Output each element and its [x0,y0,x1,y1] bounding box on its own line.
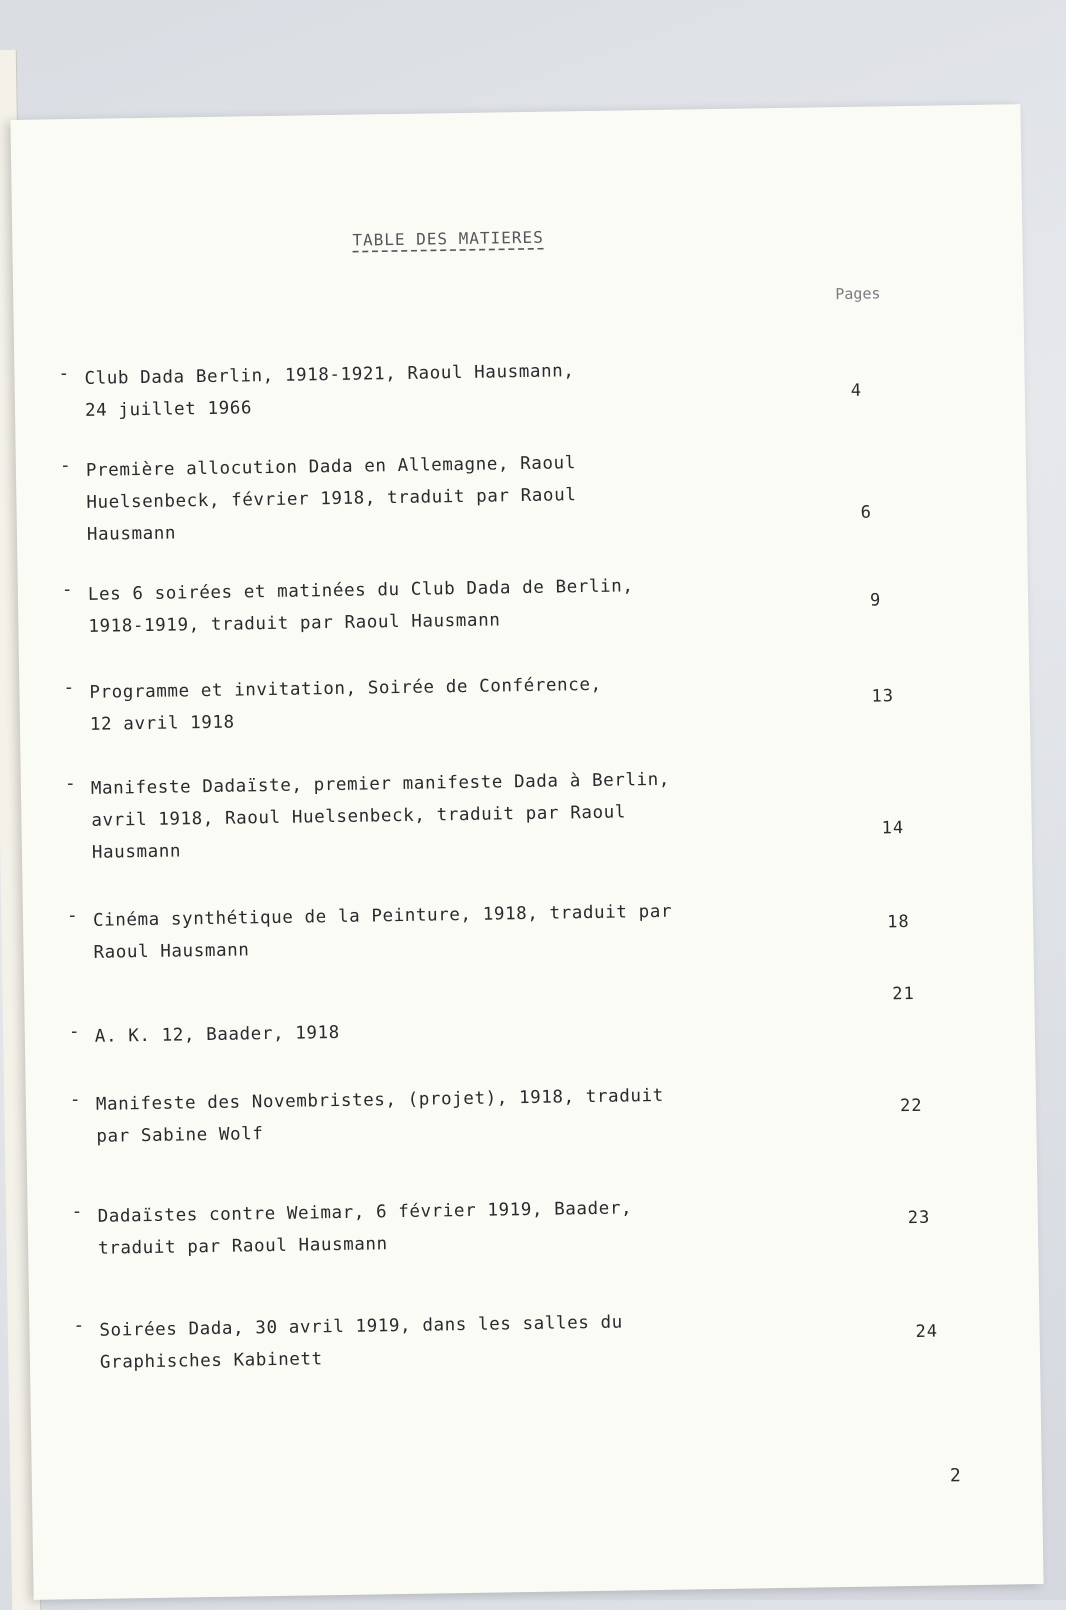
entry-line: 24 juillet 1966 [84,398,253,421]
toc-entry [66,892,927,963]
entry-dash: - [73,1315,85,1337]
toc-entry [61,566,922,637]
entry-line: A. K. 12, Baader, 1918 [94,1022,340,1047]
entry-line: Raoul Hausmann [93,940,250,963]
entry-dash: - [58,363,70,385]
entry-text [95,1010,775,1053]
toc-entry [59,442,920,545]
entry-dash: - [64,773,76,795]
toc-entry [69,1076,930,1147]
entry-page-number: 14 [881,818,905,839]
entry-line: Les 6 soirées et matinées du Club Dada de Berlin, [87,576,634,605]
entry-line: Première allocution Dada en Allemagne, Raoul [85,453,577,481]
toc-entry [68,983,929,1047]
entry-page-number: 9 [869,590,882,611]
entry-text [93,894,774,969]
entry-page-number: 4 [850,380,863,401]
entry-page-number: 23 [907,1207,931,1229]
entry-page-number: 6 [860,502,873,523]
entry-text [96,1078,777,1153]
entry-line: Manifeste des Novembristes, (projet), 1918, traduit [95,1085,664,1115]
entry-line: Hausmann [91,841,182,863]
entry-dash: - [61,579,73,601]
entry-dash: - [69,1089,81,1111]
entry-line: avril 1918, Raoul Huelsenbeck, traduit par Raoul [91,802,627,831]
entry-text [91,762,772,869]
entry-page-number: 24 [915,1321,939,1342]
entry-text [97,1190,778,1265]
entry-line: Soirées Dada, 30 avril 1919, dans les salles du [99,1312,623,1341]
page-folio-number: 2 [949,1465,961,1487]
entry-line: Club Dada Berlin, 1918-1921, Raoul Hausmann, [84,361,575,389]
pages-column-label: Pages [835,284,881,304]
entry-page-number: 21 [892,983,915,1005]
entry-line: traduit par Raoul Hausmann [98,1234,388,1259]
entry-line: Hausmann [86,523,177,545]
entry-dash: - [71,1201,83,1223]
entry-line: 12 avril 1918 [89,712,235,735]
entry-line: Huelsenbeck, février 1918, traduit par Raoul [86,485,577,513]
entry-text [99,1304,780,1379]
entry-line: Dadaïstes contre Weimar, 6 février 1919, Baader, [97,1198,633,1227]
document-page [10,104,1043,1600]
entry-text [86,444,767,551]
entry-text [84,352,765,427]
toc-entry [73,1302,939,1373]
entry-page-number: 18 [886,911,910,933]
entry-dash: - [66,905,78,927]
entry-line: 1918-1919, traduit par Raoul Hausmann [88,610,501,637]
entry-text [89,666,770,741]
entry-page-number: 22 [899,1095,923,1117]
entry-page-number: 13 [871,686,895,707]
toc-entry [64,760,925,863]
entry-line: Cinéma synthétique de la Peinture, 1918, traduit par [92,901,673,931]
entry-dash: - [68,1021,80,1043]
entry-line: Graphisches Kabinett [99,1349,323,1373]
entry-line: par Sabine Wolf [96,1124,264,1147]
entry-dash: - [59,455,71,477]
entry-text [88,568,769,643]
toc-entry [63,664,923,735]
page-title: TABLE DES MATIERES [352,227,544,250]
entry-dash: - [63,677,75,699]
entry-line: Programme et invitation, Soirée de Conférence, [89,674,602,703]
toc-entry [58,350,918,421]
entry-line: Manifeste Dadaïste, premier manifeste Dada à Berlin, [90,769,671,799]
toc-entry [71,1188,931,1259]
